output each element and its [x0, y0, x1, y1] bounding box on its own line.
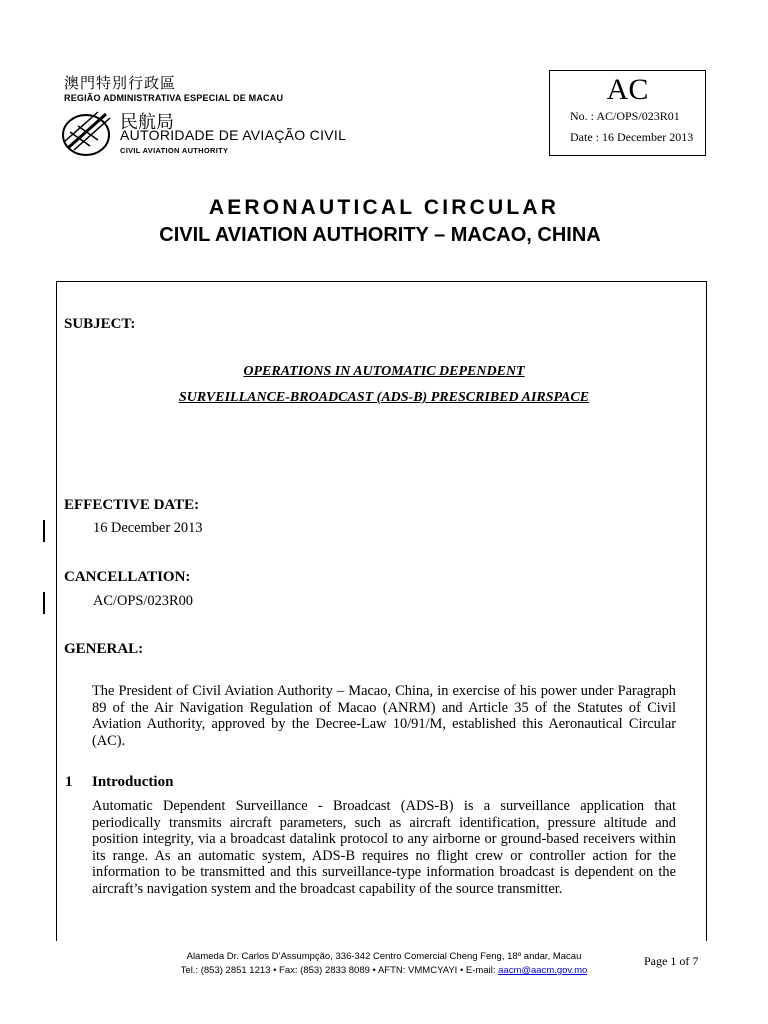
introduction-paragraph: Automatic Dependent Surveillance - Broadcast (ADS-B) is a surveillance application that periodically transmits aircraft parameters, such as aircraft identification, pressure altitude and position integrity, via a broadcast datalink protocol to any airborne or ground-based receivers within its range. As an automatic system, ADS-B requires no flight crew or controller action for the information to be transmitted and this surveillance-type information broadcast is dependent on the aircraft’s navigation system and the broadcast capability of the source transmitter.	[92, 798, 676, 897]
page-number: Page 1 of 7	[644, 954, 699, 968]
revision-bar	[43, 520, 45, 542]
ac-date: Date : 16 December 2013	[570, 130, 694, 144]
region-portuguese-name: REGIÃO ADMINISTRATIVA ESPECIAL DE MACAU	[64, 93, 284, 103]
subject-line-2: SURVEILLANCE-BROADCAST (ADS-B) PRESCRIBED AIRSPACE	[178, 390, 590, 405]
aviation-authority-logo-icon	[60, 108, 116, 158]
ac-label: AC	[606, 73, 649, 106]
general-paragraph: The President of Civil Aviation Authority – Macao, China, in exercise of his power under Paragraph 89 of the Air Navigation Regulation of Macao (ANRM) and Article 35 of the Statutes of Civil Aviation Authority, approved by the Decree-Law 10/91/M, established this Aeronautical Circular (AC).	[92, 683, 676, 749]
subject-line-1: OPERATIONS IN AUTOMATIC DEPENDENT	[243, 364, 525, 379]
region-chinese-name: 澳門特別行政區	[64, 74, 177, 92]
footer-contact-text: Tel.: (853) 2851 1213 • Fax: (853) 2833 8089 • AFTN: VMMCYAYI • E-mail:	[180, 965, 499, 976]
effective-date-heading: EFFECTIVE DATE:	[64, 497, 200, 513]
general-heading: GENERAL:	[64, 641, 144, 657]
introduction-heading: Introduction	[92, 774, 174, 790]
document-subtitle: CIVIL AVIATION AUTHORITY – MACAO, CHINA	[159, 224, 601, 246]
footer-address: Alameda Dr. Carlos D’Assumpção, 336-342 Centro Comercial Cheng Feng, 18º andar, Macau	[186, 951, 582, 962]
document-title: AERONAUTICAL CIRCULAR	[208, 196, 560, 219]
revision-bar	[43, 592, 45, 614]
ac-number: No. : AC/OPS/023R01	[570, 109, 680, 123]
section-number: 1	[65, 774, 73, 790]
authority-portuguese-name: AUTORIDADE DE AVIAÇÃO CIVIL	[120, 127, 347, 143]
effective-date-value: 16 December 2013	[93, 520, 203, 536]
subject-heading: SUBJECT:	[64, 316, 136, 332]
authority-english-name: CIVIL AVIATION AUTHORITY	[120, 146, 229, 155]
email-link[interactable]: aacm@aacm.gov.mo	[498, 965, 588, 976]
cancellation-heading: CANCELLATION:	[64, 569, 191, 585]
authority-chinese-name: 民航局	[120, 112, 174, 133]
cancellation-value: AC/OPS/023R00	[93, 593, 193, 609]
